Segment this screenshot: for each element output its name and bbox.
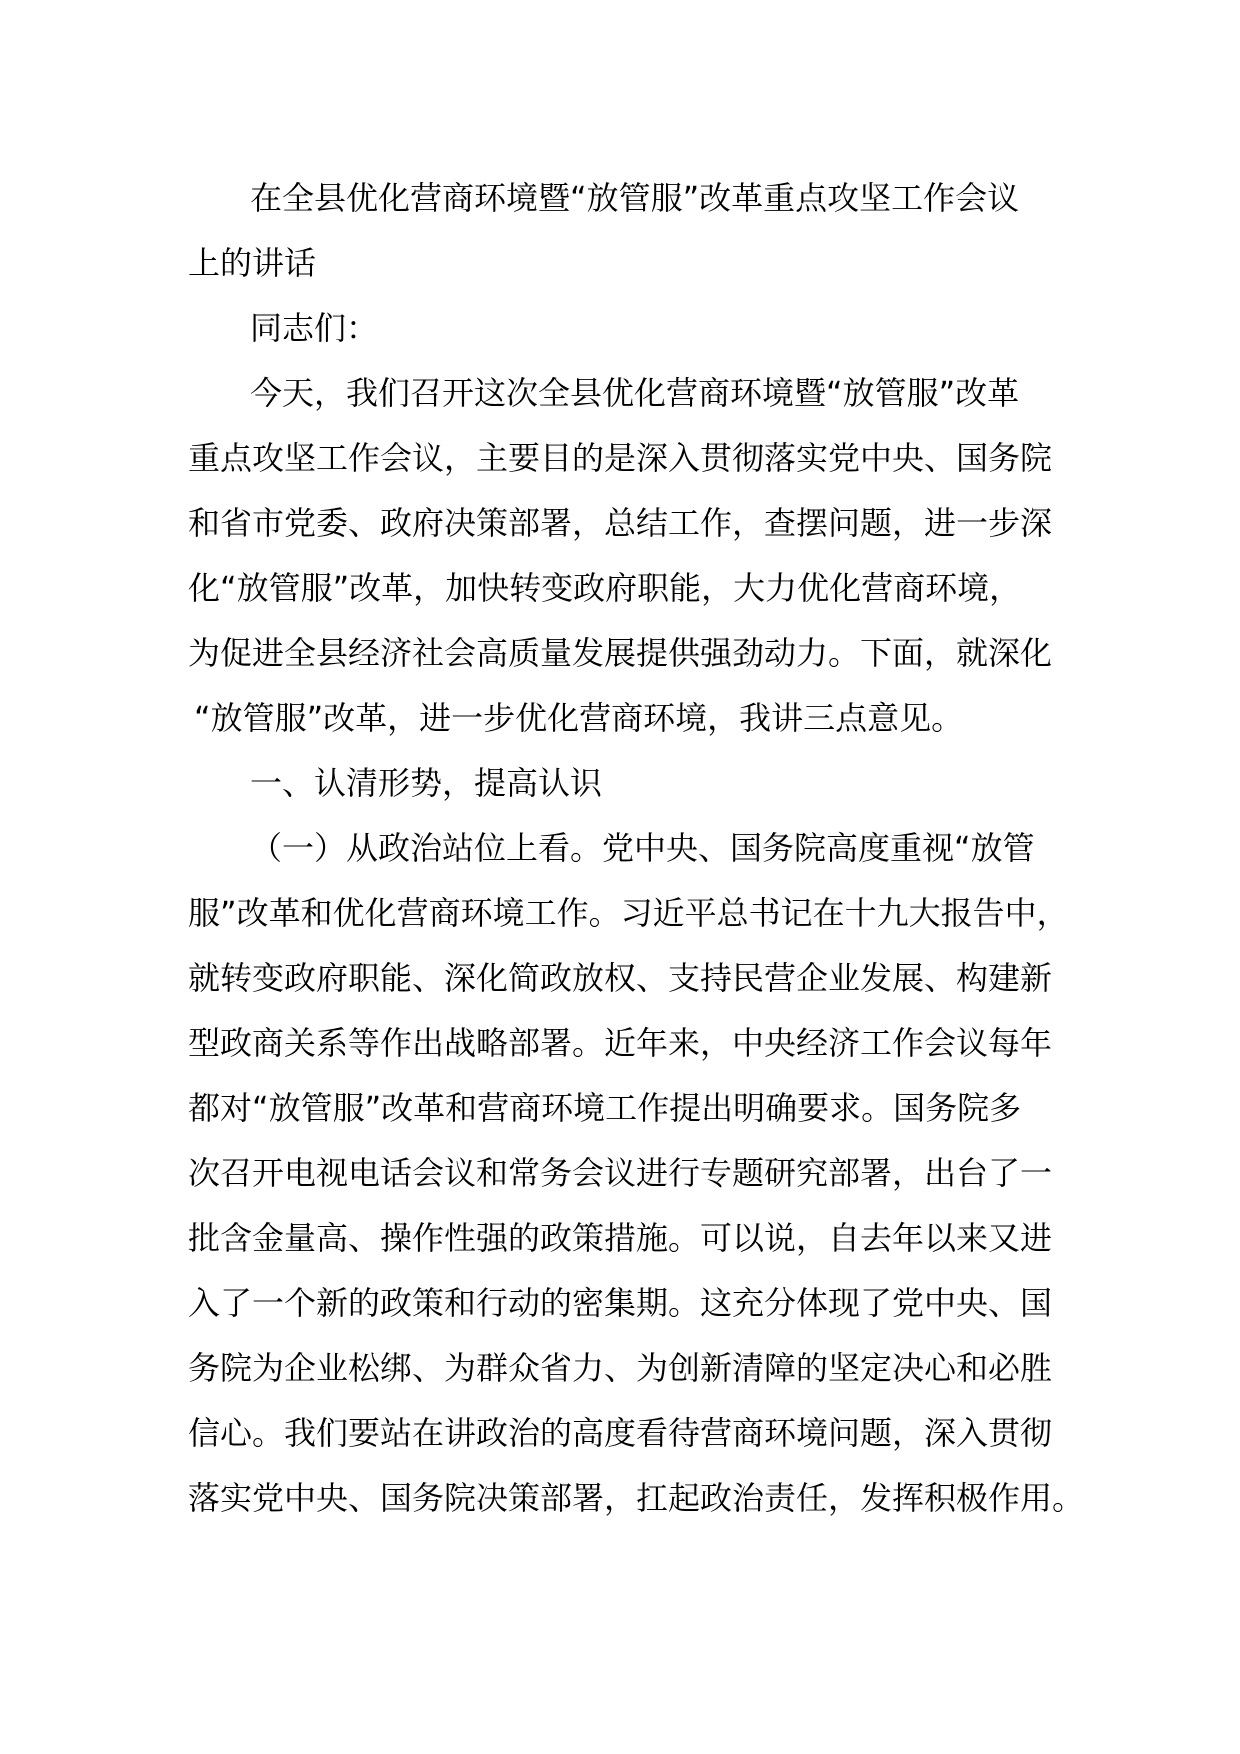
body-line: 落实党中央、国务院决策部署，扛起政治责任，发挥积极作用。 [188, 1479, 1085, 1517]
body-line: 服”改革和优化营商环境工作。习近平总书记在十九大报告中， [188, 894, 1069, 932]
subsection-line: （一）从政治站位上看。党中央、国务院高度重视“放管 [250, 829, 1035, 867]
body-line: 批含金量高、操作性强的政策措施。可以说，自去年以来又进 [188, 1219, 1053, 1257]
document-body [188, 166, 1085, 1531]
document-title-line-1: 在全县优化营商环境暨“放管服”改革重点攻坚工作会议 [250, 179, 1020, 217]
body-line: 入了一个新的政策和行动的密集期。这充分体现了党中央、国 [188, 1284, 1053, 1322]
body-line: 就转变政府职能、深化简政放权、支持民营企业发展、构建新 [188, 959, 1053, 997]
body-line: 和省市党委、政府决策部署，总结工作，查摆问题，进一步深 [188, 504, 1053, 542]
body-line: “放管服”改革，进一步优化营商环境，我讲三点意见。 [194, 699, 964, 737]
body-line: 今天，我们召开这次全县优化营商环境暨“放管服”改革 [250, 374, 1020, 412]
body-line: 为促进全县经济社会高质量发展提供强劲动力。下面，就深化 [188, 634, 1053, 672]
body-line: 都对“放管服”改革和营商环境工作提出明确要求。国务院多 [188, 1089, 1022, 1127]
document-title-line-2: 上的讲话 [188, 244, 317, 282]
body-line: 重点攻坚工作会议，主要目的是深入贯彻落实党中央、国务院 [188, 439, 1053, 477]
body-line: 型政商关系等作出战略部署。近年来，中央经济工作会议每年 [188, 1024, 1053, 1062]
body-line: 化“放管服”改革，加快转变政府职能，大力优化营商环境， [188, 569, 1022, 607]
salutation: 同志们： [250, 309, 379, 347]
body-line: 信心。我们要站在讲政治的高度看待营商环境问题，深入贯彻 [188, 1414, 1053, 1452]
body-line: 次召开电视电话会议和常务会议进行专题研究部署，出台了一 [188, 1154, 1053, 1192]
body-line: 务院为企业松绑、为群众省力、为创新清障的坚定决心和必胜 [188, 1349, 1053, 1387]
section-heading: 一、认清形势，提高认识 [250, 764, 603, 802]
